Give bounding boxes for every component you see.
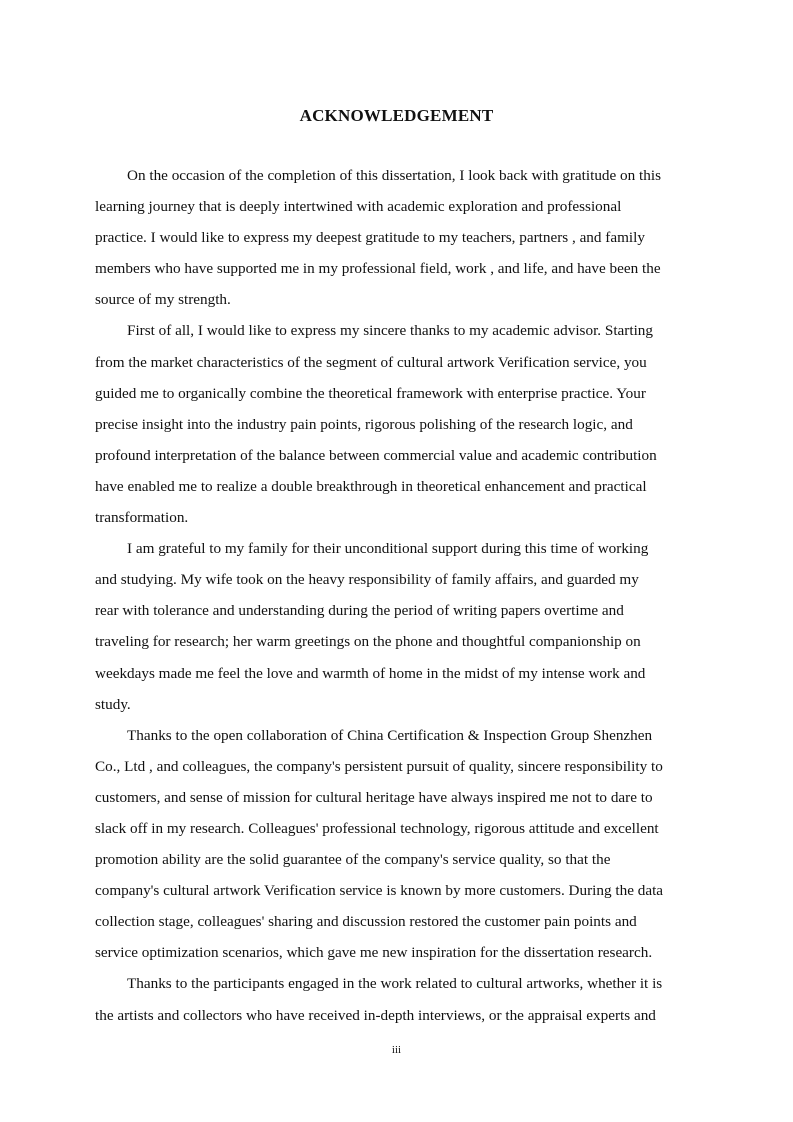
text-line: I am grateful to my family for their unconditional support during this time of working: [127, 540, 649, 558]
text-line: On the occasion of the completion of this dissertation, I look back with gratitude on this: [127, 167, 661, 184]
text-line: practice. I would like to express my deepest gratitude to my teachers, partners , and family: [95, 229, 645, 247]
text-line: rear with tolerance and understanding during the period of writing papers overtime and: [95, 602, 624, 620]
text-line: have enabled me to realize a double breakthrough in theoretical enhancement and practical: [95, 477, 647, 495]
text-line: service optimization scenarios, which gave me new inspiration for the dissertation research.: [95, 944, 653, 962]
text-line: Co., Ltd , and colleagues, the company's persistent pursuit of quality, sincere responsibility to: [95, 757, 663, 775]
text-line: Thanks to the open collaboration of China Certification & Inspection Group Shenzhen: [127, 726, 653, 744]
text-line: guided me to organically combine the theoretical framework with enterprise practice. Your: [95, 384, 646, 402]
text-line: First of all, I would like to express my sincere thanks to my academic advisor. Starting: [127, 322, 653, 340]
text-line: source of my strength.: [95, 291, 231, 309]
text-line: profound interpretation of the balance between commercial value and academic contribution: [95, 446, 657, 464]
text-line: traveling for research; her warm greetings on the phone and thoughtful companionship on: [95, 633, 641, 651]
text-line: learning journey that is deeply intertwined with academic exploration and professional: [95, 198, 622, 216]
page-number: iii: [391, 1044, 402, 1056]
text-line: from the market characteristics of the segment of cultural artwork Verification service, you: [95, 353, 647, 371]
text-line: slack off in my research. Colleagues' professional technology, rigorous attitude and excellent: [95, 819, 659, 837]
text-line: weekdays made me feel the love and warmth of home in the midst of my intense work and: [95, 664, 646, 682]
text-line: company's cultural artwork Verification service is known by more customers. During the data: [95, 882, 664, 900]
text-line: collection stage, colleagues' sharing and discussion restored the customer pain points and: [95, 913, 637, 931]
text-line: and studying. My wife took on the heavy responsibility of family affairs, and guarded my: [95, 571, 639, 589]
page-title: ACKNOWLEDGEMENT: [299, 106, 494, 125]
text-line: study.: [95, 695, 131, 713]
text-line: precise insight into the industry pain points, rigorous polishing of the research logic, and: [95, 415, 633, 433]
text-line: the artists and collectors who have received in-depth interviews, or the appraisal experts and: [95, 1006, 656, 1024]
text-line: members who have supported me in my professional field, work , and life, and have been the: [95, 260, 661, 278]
text-line: customers, and sense of mission for cultural heritage have always inspired me not to dare to: [95, 788, 653, 806]
acknowledgement-body: [95, 160, 697, 1031]
text-line: promotion ability are the solid guarantee of the company's service quality, so that the: [95, 851, 611, 869]
text-line: transformation.: [95, 509, 189, 527]
text-line: Thanks to the participants engaged in the work related to cultural artworks, whether it is: [127, 975, 663, 993]
